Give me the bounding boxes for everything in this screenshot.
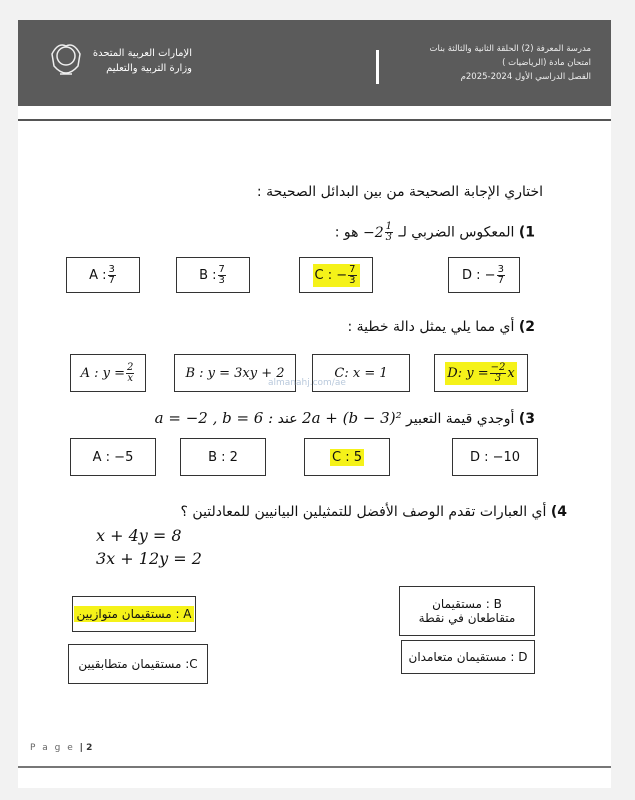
q3-option-d[interactable]: D : −10 (452, 438, 538, 476)
q3-option-c[interactable]: C : 5 (304, 438, 390, 476)
question-1: 1) المعكوس الضربي لـ −2 $\frac{1}{3}$ هو : (334, 221, 535, 243)
uae-emblem-icon (48, 40, 84, 82)
question-4: 4) أي العبارات تقدم الوصف الأفضل للتمثيلين البيانيين للمعادلتين ؟ (180, 504, 567, 520)
ministry-line-2: وزارة التربية والتعليم (106, 63, 192, 74)
q4-option-b[interactable]: B : مستقيمان متقاطعان في نقطة (399, 586, 535, 636)
q4-option-c[interactable]: C: مستقيمان متطابقيين (68, 644, 208, 684)
equation-1: x + 4y = 8 (96, 526, 182, 545)
school-line-3: الفصل الدراسي الأول 2024-2025م (460, 72, 591, 82)
q2-option-a[interactable]: A : y = $\frac{2}{x}$ (70, 354, 146, 392)
header-rule (18, 119, 611, 121)
watermark: almanahj.com/ae (268, 378, 346, 388)
q4-option-a[interactable]: A : مستقيمان متوازيين (72, 596, 196, 632)
q2-option-b[interactable]: B : y = 3xy + 2 (174, 354, 296, 392)
q1-option-a[interactable]: A : $\frac{3}{7}$ (66, 257, 140, 293)
q4-option-d[interactable]: D : مستقيمان متعامدان (401, 640, 535, 674)
header-divider (376, 50, 379, 84)
page-footer: P a g e | 2 (30, 743, 93, 753)
exam-page (18, 20, 611, 788)
question-2: 2) أي مما يلي يمثل دالة خطية : (347, 319, 535, 335)
ministry-line-1: الإمارات العربية المتحدة (92, 48, 192, 59)
page-header (18, 20, 611, 106)
q3-option-a[interactable]: A : −5 (70, 438, 156, 476)
q1-option-b[interactable]: B : $\frac{7}{3}$ (176, 257, 250, 293)
q3-option-b[interactable]: B : 2 (180, 438, 266, 476)
question-3: 3) أوجدي قيمة التعبير 2a + (b − 3)² عند a = −2 , b = 6 : (154, 409, 535, 427)
q2-option-d[interactable]: D: y = $\frac{-2}{3}$ x (434, 354, 528, 392)
q1-option-d[interactable]: D : − $\frac{3}{7}$ (448, 257, 520, 293)
school-line-2: امتحان مادة (الرياضيات ) (502, 58, 591, 68)
school-line-1: مدرسة المعرفة (2) الحلقة الثانية والثالثة بنات (429, 44, 591, 54)
instructions: اختاري الإجابة الصحيحة من بين البدائل الصحيحة : (256, 184, 543, 200)
q1-option-c[interactable]: C : − $\frac{7}{3}$ (299, 257, 373, 293)
ministry-name (92, 46, 192, 76)
footer-rule (18, 766, 611, 768)
equation-2: 3x + 12y = 2 (96, 549, 202, 568)
school-info (401, 42, 591, 84)
q2-option-c[interactable]: C: x = 1 (312, 354, 410, 392)
